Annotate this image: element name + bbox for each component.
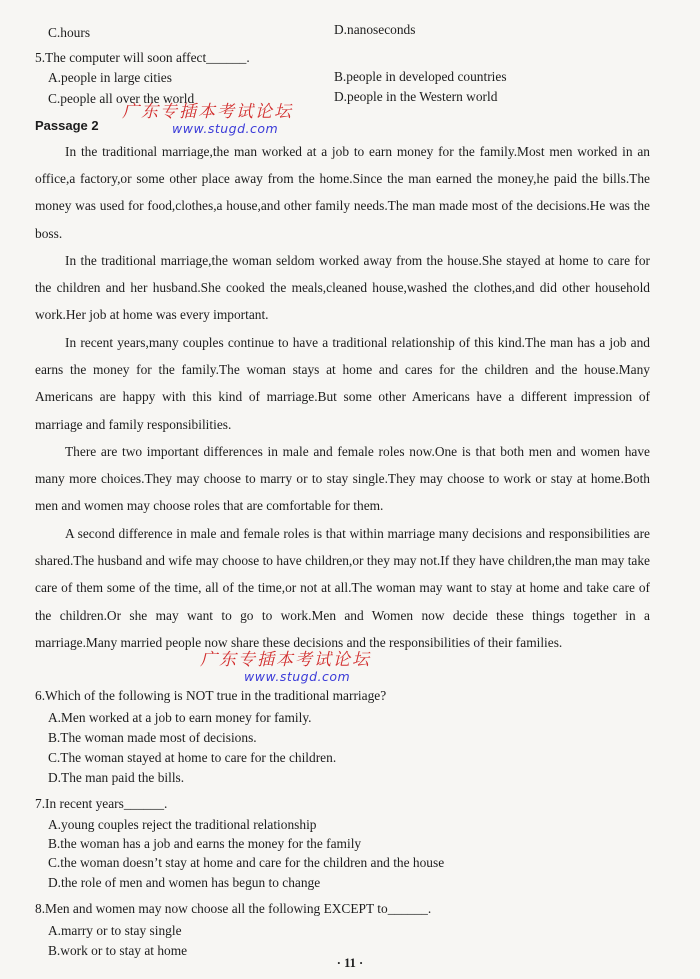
q6-option-a: A.Men worked at a job to earn money for family. — [48, 710, 312, 725]
passage-paragraph-1: In the traditional marriage,the man worked at a job to earn money for the family.Most men worked in an office,a factory,or some other place away from the home.Since the man earned the money,he paid the bills.The money was used for food,clothes,a house,and other family needs.The man made most of the decisions.He was the boss. — [35, 144, 650, 241]
q6-option-d: D.The man paid the bills. — [48, 770, 185, 785]
q5-option-c: C.people all over the world — [48, 91, 195, 106]
q7-option-d: D.the role of men and women has begun to change — [48, 875, 321, 890]
q4-option-c: C.hours — [48, 25, 91, 40]
watermark-chinese: 广东专插本考试论坛 — [200, 650, 371, 670]
q7-option-b: B.the woman has a job and earns the money for the family — [48, 836, 362, 851]
passage-paragraph-4: There are two important differences in male and female roles now.One is that both men and women have many more choices.They may choose to marry or to stay single.They may choose to work or stay at home.Both men and women may choose roles that are comfortable for them. — [35, 444, 650, 514]
q7-option-a: A.young couples reject the traditional relationship — [48, 817, 317, 832]
passage-paragraph-2: In the traditional marriage,the woman seldom worked away from the house.She stayed at home to care for the children and her husband.She cooked the meals,cleaned house,washed the clothes,and did other household work.Her job at home was every important. — [35, 253, 650, 323]
q6-option-c: C.The woman stayed at home to care for the children. — [48, 750, 337, 765]
passage-paragraph-3: In recent years,many couples continue to have a traditional relationship of this kind.The man has a job and earns the money for the family.The woman stays at home and cares for the children and the house.Many Americans are happy with this kind of marriage.But some other Americans have a different impression of marriage and family responsibilities. — [35, 335, 650, 432]
q8-stem: 8.Men and women may now choose all the following EXCEPT to______. — [35, 901, 432, 916]
page-number: · 11 · — [336, 956, 364, 970]
watermark-chinese: 广东专插本考试论坛 — [122, 102, 293, 122]
q8-option-a: A.marry or to stay single — [48, 923, 182, 938]
passage-paragraph-5: A second difference in male and female roles is that within marriage many decisions and responsibilities are shared.The husband and wife may choose to have children,or they may not.If they have children,the man may take care of them some of the time, all of the time,or not at all.The woman may want to stay at home and take care of the children.Or she may want to go to work.Men and Women now decide these things together in a marriage.Many married people now share these decisions and the responsibilities of their families. — [35, 526, 650, 650]
q6-stem: 6.Which of the following is NOT true in the traditional marriage? — [35, 688, 387, 703]
q5-option-a: A.people in large cities — [48, 70, 172, 85]
passage-heading: Passage 2 — [35, 118, 99, 133]
q5-option-d: D.people in the Western world — [334, 89, 498, 104]
q8-option-b: B.work or to stay at home — [48, 943, 188, 958]
q6-option-b: B.The woman made most of decisions. — [48, 730, 257, 745]
watermark-url: www.stugd.com — [244, 669, 351, 684]
q5-stem: 5.The computer will soon affect______. — [35, 50, 250, 65]
q7-option-c: C.the woman doesn’t stay at home and care for the children and the house — [48, 855, 445, 870]
q5-option-b: B.people in developed countries — [334, 69, 507, 84]
q4-option-d: D.nanoseconds — [334, 22, 416, 37]
q7-stem: 7.In recent years______. — [35, 796, 168, 811]
watermark-url: www.stugd.com — [172, 121, 279, 136]
